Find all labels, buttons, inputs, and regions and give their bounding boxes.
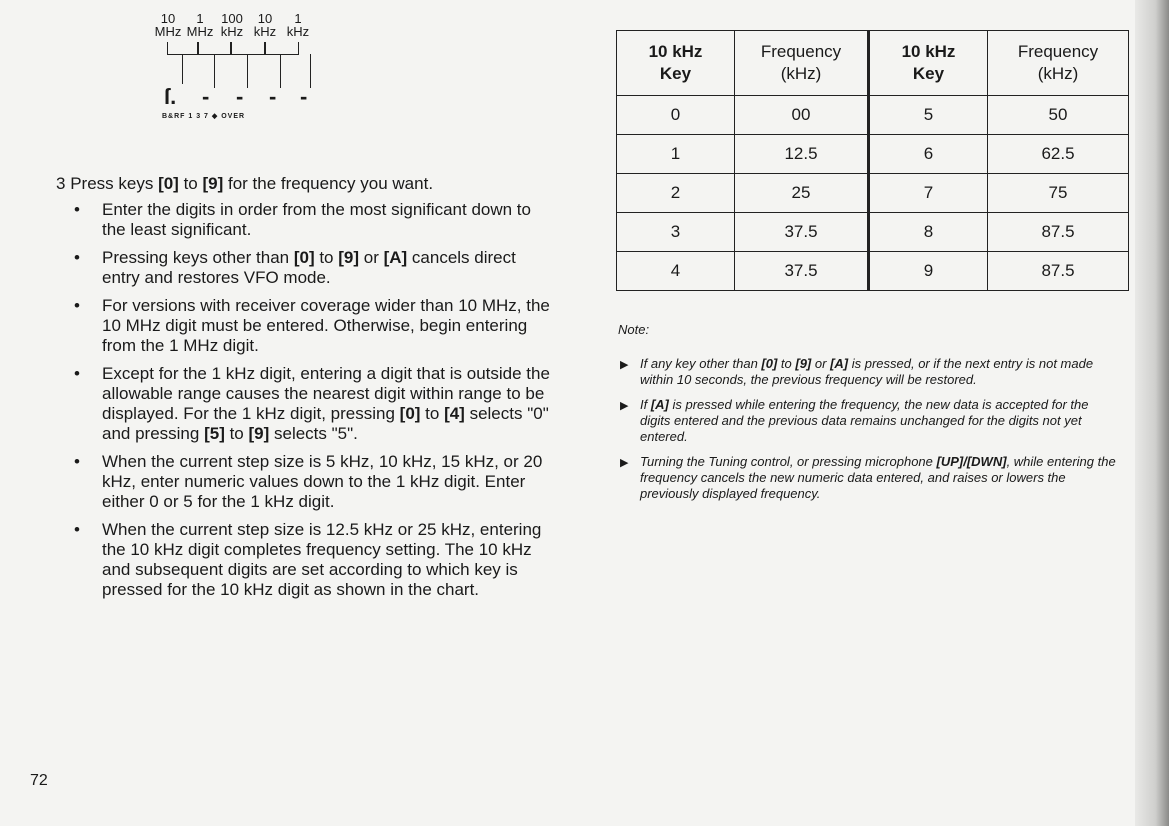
table-header-cell (988, 31, 1129, 96)
table-cell: 1 (617, 135, 735, 174)
lcd-unit-100khz: 100 kHz (220, 11, 244, 39)
table-cell: 87.5 (988, 252, 1129, 291)
notes-list (618, 356, 1118, 511)
bullet-item: • Enter the digits in order from the most significant down to the least significant. (74, 200, 531, 239)
table-row (617, 135, 1129, 174)
table-cell: 9 (869, 252, 988, 291)
step-number: 3 (56, 174, 66, 193)
table-header-row (617, 31, 1129, 96)
bullet-dot-icon: • (74, 200, 80, 219)
table-row (617, 213, 1129, 252)
lcd-unit-10khz: 10 kHz (253, 11, 277, 39)
lcd-digit-segment: ‐ (202, 84, 210, 109)
lcd-digit-segment: ‐ (300, 84, 308, 109)
lcd-indicator-row: B&RF 1 3 7 ◆ OVER (162, 113, 246, 120)
table-row (617, 96, 1129, 135)
left-page (0, 0, 580, 826)
table-row (617, 174, 1129, 213)
triangle-bullet-icon: ▶ (620, 359, 629, 371)
table-cell: 37.5 (735, 252, 869, 291)
lcd-unit-1khz: 1 kHz (286, 11, 310, 39)
lcd-unit-1mhz: 1 MHz (186, 11, 214, 39)
table-cell: 4 (617, 252, 735, 291)
book-edge (1135, 0, 1169, 826)
right-page (580, 0, 1169, 826)
table-cell: 37.5 (735, 213, 869, 252)
table-cell: 6 (869, 135, 988, 174)
lcd-bracket-line (280, 54, 281, 88)
bullet-item: • When the current step size is 12.5 kHz or 25 kHz, entering the 10 kHz digit completes frequency setting. The 10 kHz and subsequent digits are set according to which key is pressed for the 10 kHz digit as shown in the chart. (74, 520, 542, 599)
lcd-bracket-line (182, 54, 183, 84)
lcd-frequency-diagram (150, 12, 340, 130)
note-item: ▶ Turning the Tuning control, or pressing microphone [UP]/[DWN], while entering the frequency cancels the new numeric data entered, and raises or lowers the previously displayed frequency. (620, 454, 1116, 501)
bullet-dot-icon: • (74, 296, 80, 315)
table-header-cell (735, 31, 869, 96)
table-cell: 00 (735, 96, 869, 135)
lcd-bracket-line (247, 54, 248, 88)
note-title: Note: (618, 322, 650, 337)
table-cell: 2 (617, 174, 735, 213)
header-10khz-key: 10 kHz Key (901, 42, 956, 83)
note-item: ▶ If any key other than [0] to [9] or [A] is pressed, or if the next entry is not made within 10 seconds, the previous frequency will be restored. (620, 356, 1094, 387)
note-item: ▶ If [A] is pressed while entering the frequency, the new data is accepted for the digits entered and the previous data remains unchanged for the digits not yet entered. (620, 397, 1089, 444)
lcd-bracket-line (214, 54, 215, 88)
page-number: 72 (30, 772, 48, 789)
step-3 (56, 174, 433, 194)
lcd-digit-segment: ſ. (164, 84, 177, 109)
lcd-bracket (265, 42, 299, 55)
table-cell: 0 (617, 96, 735, 135)
triangle-bullet-icon: ▶ (620, 457, 629, 469)
frequency-key-table (616, 30, 1129, 291)
header-10khz-key: 10 kHz Key (648, 42, 703, 83)
bullet-dot-icon: • (74, 364, 80, 383)
table-cell: 62.5 (988, 135, 1129, 174)
bullet-dot-icon: • (74, 452, 80, 471)
lcd-digit-segment: ‐ (269, 84, 277, 109)
header-frequency: Frequency (kHz) (760, 42, 842, 83)
lcd-digit-segment: ‐ (236, 84, 244, 109)
table-row (617, 252, 1129, 291)
table-header-cell (869, 31, 988, 96)
triangle-bullet-icon: ▶ (620, 400, 629, 412)
bullet-dot-icon: • (74, 520, 80, 539)
table-cell: 87.5 (988, 213, 1129, 252)
header-frequency: Frequency (kHz) (1017, 42, 1099, 83)
table-cell: 7 (869, 174, 988, 213)
table-cell: 8 (869, 213, 988, 252)
table-cell: 75 (988, 174, 1129, 213)
table-cell: 5 (869, 96, 988, 135)
step-text: Press keys [0] to [9] for the frequency you want. (70, 174, 434, 193)
table-cell: 50 (988, 96, 1129, 135)
lcd-bracket-line (310, 54, 311, 88)
table-cell: 12.5 (735, 135, 869, 174)
table-cell: 3 (617, 213, 735, 252)
bullet-dot-icon: • (74, 248, 80, 267)
table-header-cell (617, 31, 735, 96)
table-cell: 25 (735, 174, 869, 213)
bullet-item: • Except for the 1 kHz digit, entering a digit that is outside the allowable range causes the nearest digit within range to be displayed. For the 1 kHz digit, pressing [0] to [4] selects "0" and pressing [5] to [9] selects "5". (74, 364, 550, 443)
bullet-item: • When the current step size is 5 kHz, 10 kHz, 15 kHz, or 20 kHz, enter numeric values down to the 1 kHz digit. Enter either 0 or 5 for the 1 kHz digit. (74, 452, 543, 511)
lcd-unit-10mhz: 10 MHz (154, 11, 182, 39)
step-3-bullets (74, 200, 554, 608)
bullet-item: • For versions with receiver coverage wider than 10 MHz, the 10 MHz digit must be entered. Otherwise, begin entering from the 1 MHz digit. (74, 296, 550, 355)
bullet-item: • Pressing keys other than [0] to [9] or [A] cancels direct entry and restores VFO mode. (74, 248, 516, 287)
